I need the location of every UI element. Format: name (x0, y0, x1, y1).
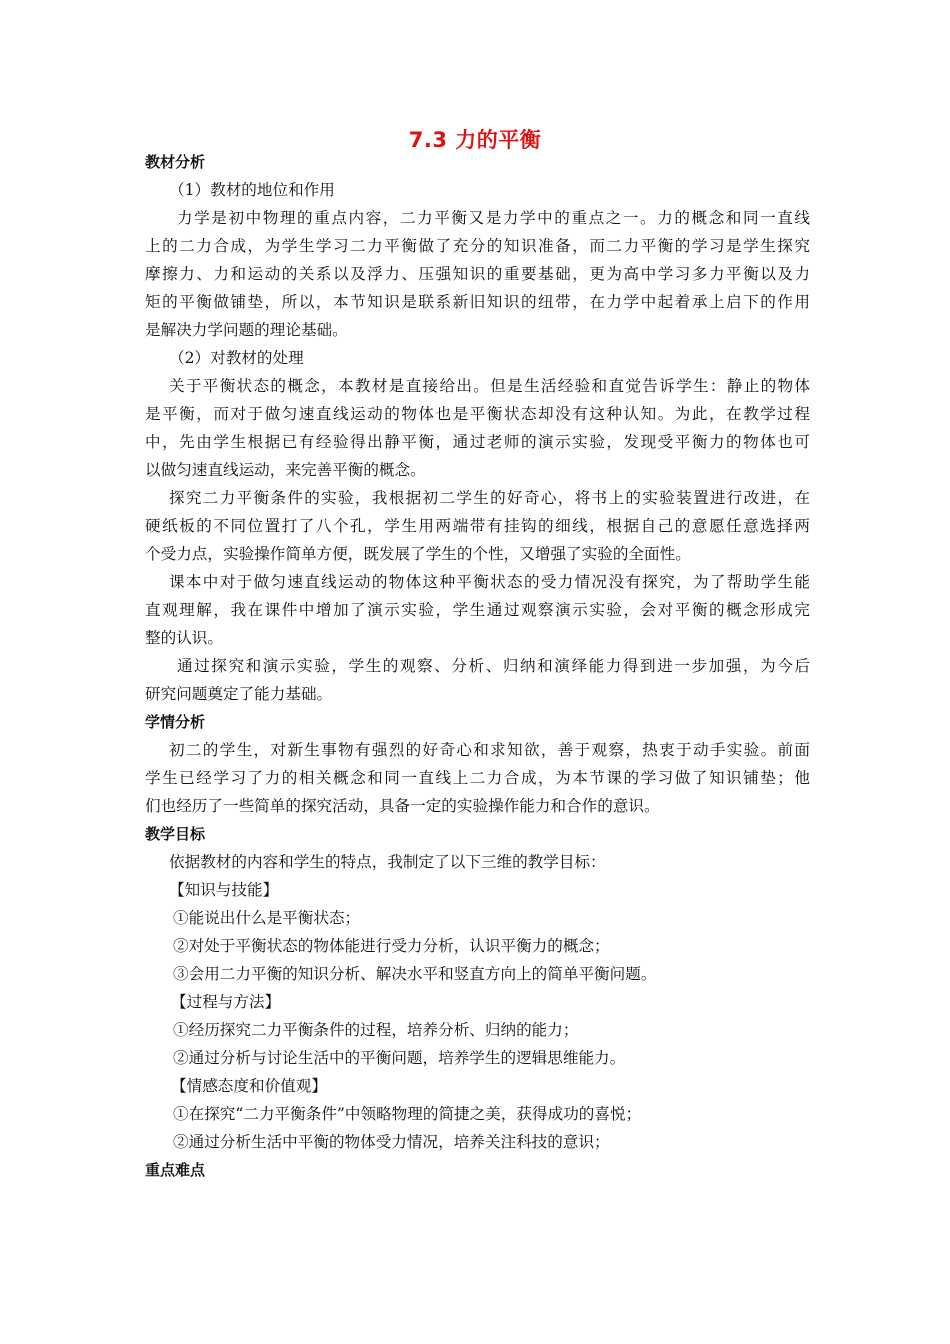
paragraph-line: 力学是初中物理的重点内容，二力平衡又是力学中的重点之一。力的概念和同一直线 (177, 209, 810, 227)
paragraph-balance-state (145, 372, 810, 484)
section-heading-textbook-analysis: 教材分析 (145, 153, 206, 171)
paragraph-experiment (145, 484, 810, 568)
paragraph-line: 是平衡，而对于做匀速直线运动的物体也是平衡状态却没有这种认知。为此，在教学过程 (145, 405, 810, 423)
paragraph-line: 上的二力合成，为学生学习二力平衡做了充分的知识准备，而二力平衡的学习是学生探究 (145, 237, 810, 255)
document-title: 7.3 力的平衡 (408, 128, 542, 152)
goal-group-label-attitude: 【情感态度和价值观】 (171, 1077, 327, 1095)
paragraph-line: 硬纸板的不同位置打了八个孔，学生用两端带有挂钩的细线，根据自己的意愿任意选择两 (145, 517, 810, 535)
subheading-processing: （2）对教材的处理 (169, 349, 304, 367)
paragraph-line: 整的认识。 (145, 629, 223, 647)
paragraph-line: 们也经历了一些简单的探究活动，具备一定的实验操作能力和合作的意识。 (145, 797, 660, 815)
document-body (145, 148, 810, 1184)
paragraph-line: 矩的平衡做铺垫，所以，本节知识是联系新旧知识的纽带，在力学中起着承上启下的作用 (145, 293, 810, 311)
paragraph-line: 研究问题奠定了能力基础。 (145, 685, 333, 703)
goal-item: ②通过分析生活中平衡的物体受力情况，培养关注科技的意识； (173, 1133, 610, 1151)
goal-item: ②对处于平衡状态的物体能进行受力分析，认识平衡力的概念； (173, 937, 610, 955)
goal-group-label-knowledge: 【知识与技能】 (169, 881, 279, 899)
goal-item: ③会用二力平衡的知识分析、解决水平和竖直方向上的简单平衡问题。 (173, 965, 657, 983)
paragraph-role (145, 204, 810, 344)
paragraph-demonstration (145, 568, 810, 652)
paragraph-line: 通过探究和演示实验，学生的观察、分析、归纳和演绎能力得到进一步加强，为今后 (177, 657, 810, 675)
paragraph-line: 中，先由学生根据已有经验得出静平衡，通过老师的演示实验，发现受平衡力的物体也可 (145, 433, 810, 451)
paragraph-line: 学生已经学习了力的相关概念和同一直线上二力合成，为本节课的学习做了知识铺垫；他 (145, 769, 810, 787)
goal-item: ①能说出什么是平衡状态； (173, 909, 361, 927)
paragraph-line: 以做匀速直线运动，来完善平衡的概念。 (145, 461, 426, 479)
goal-item: ①经历探究二力平衡条件的过程，培养分析、归纳的能力； (173, 1021, 579, 1039)
paragraph-ability (145, 652, 810, 708)
paragraph-line: 摩擦力、力和运动的关系以及浮力、压强知识的重要基础，更为高中学习多力平衡以及力 (145, 265, 810, 283)
paragraph-line: 初二的学生，对新生事物有强烈的好奇心和求知欲，善于观察，热衷于动手实验。前面 (169, 741, 810, 759)
section-heading-key-points: 重点难点 (145, 1161, 206, 1179)
paragraph-line: 直观理解，我在课件中增加了演示实验，学生通过观察演示实验，会对平衡的概念形成完 (145, 601, 810, 619)
paragraph-line: 是解决力学问题的理论基础。 (145, 321, 348, 339)
goals-intro: 依据教材的内容和学生的特点，我制定了以下三维的教学目标： (169, 853, 606, 871)
paragraph-line: 关于平衡状态的概念，本教材是直接给出。但是生活经验和直觉告诉学生：静止的物体 (169, 377, 810, 395)
section-heading-student-analysis: 学情分析 (145, 713, 206, 731)
paragraph-line: 探究二力平衡条件的实验，我根据初二学生的好奇心，将书上的实验装置进行改进，在 (169, 489, 810, 507)
section-heading-teaching-goals: 教学目标 (145, 825, 206, 843)
goal-item: ①在探究“二力平衡条件”中领略物理的简捷之美，获得成功的喜悦； (173, 1105, 642, 1123)
paragraph-line: 个受力点，实验操作简单方便，既发展了学生的个性，又增强了实验的全面性。 (145, 545, 691, 563)
paragraph-line: 课本中对于做匀速直线运动的物体这种平衡状态的受力情况没有探究，为了帮助学生能 (169, 573, 810, 591)
subheading-role: （1）教材的地位和作用 (169, 181, 335, 199)
goal-group-label-process: 【过程与方法】 (171, 993, 281, 1011)
paragraph-students (145, 736, 810, 820)
goal-item: ②通过分析与讨论生活中的平衡问题，培养学生的逻辑思维能力。 (173, 1049, 626, 1067)
